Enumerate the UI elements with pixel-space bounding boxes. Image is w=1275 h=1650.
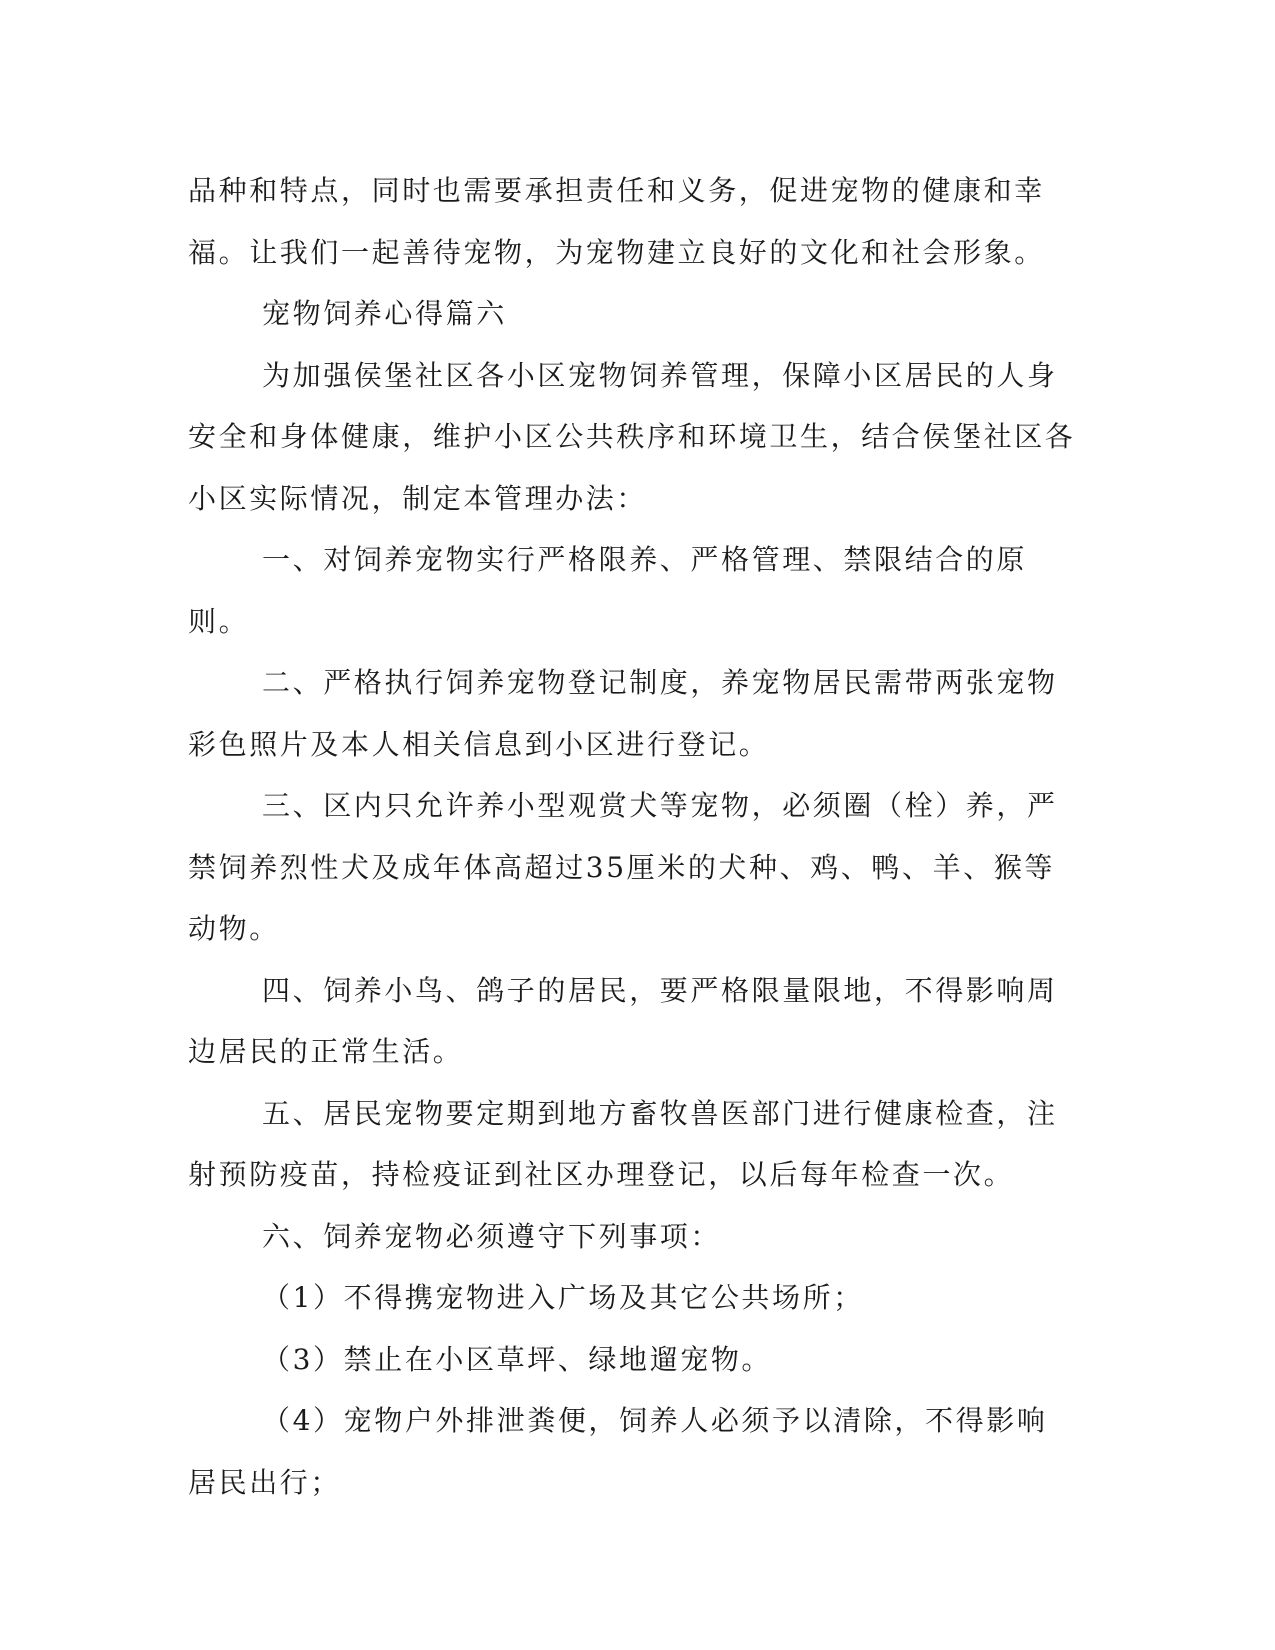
rule-item-6: 六、饲养宠物必须遵守下列事项：: [262, 1219, 722, 1253]
sub-item-1: （1）不得携宠物进入广场及其它公共场所；: [262, 1281, 864, 1314]
rule-item-3: 三、区内只允许养小型观赏犬等宠物，必须圈（栓）养，严禁饲养烈性犬及成年体高超过35厘米的犬种、鸡、鸭、羊、猴等动物。: [188, 789, 1058, 945]
rule-item-1: 一、对饲养宠物实行严格限养、严格管理、禁限结合的原则。: [188, 543, 1028, 638]
sub-item-3: （3）禁止在小区草坪、绿地遛宠物。: [262, 1342, 773, 1376]
document-body: [188, 160, 1078, 1513]
paragraph-continuation: 品种和特点，同时也需要承担责任和义务，促进宠物的健康和幸福。让我们一起善待宠物，为宠物建立良好的文化和社会形象。: [188, 174, 1045, 269]
rule-item-5: 五、居民宠物要定期到地方畜牧兽医部门进行健康检查，注射预防疫苗，持检疫证到社区办理登记，以后每年检查一次。: [188, 1096, 1058, 1191]
rule-item-2: 二、严格执行饲养宠物登记制度，养宠物居民需带两张宠物彩色照片及本人相关信息到小区进行登记。: [188, 666, 1058, 761]
paragraph-intro: 为加强侯堡社区各小区宠物饲养管理，保障小区居民的人身安全和身体健康，维护小区公共秩序和环境卫生，结合侯堡社区各小区实际情况，制定本管理办法：: [188, 358, 1076, 515]
section-heading: 宠物饲养心得篇六: [262, 297, 507, 330]
sub-item-4: （4）宠物户外排泄粪便，饲养人必须予以清除，不得影响居民出行；: [188, 1404, 1048, 1499]
rule-item-4: 四、饲养小鸟、鸽子的居民，要严格限量限地，不得影响周边居民的正常生活。: [188, 973, 1058, 1068]
